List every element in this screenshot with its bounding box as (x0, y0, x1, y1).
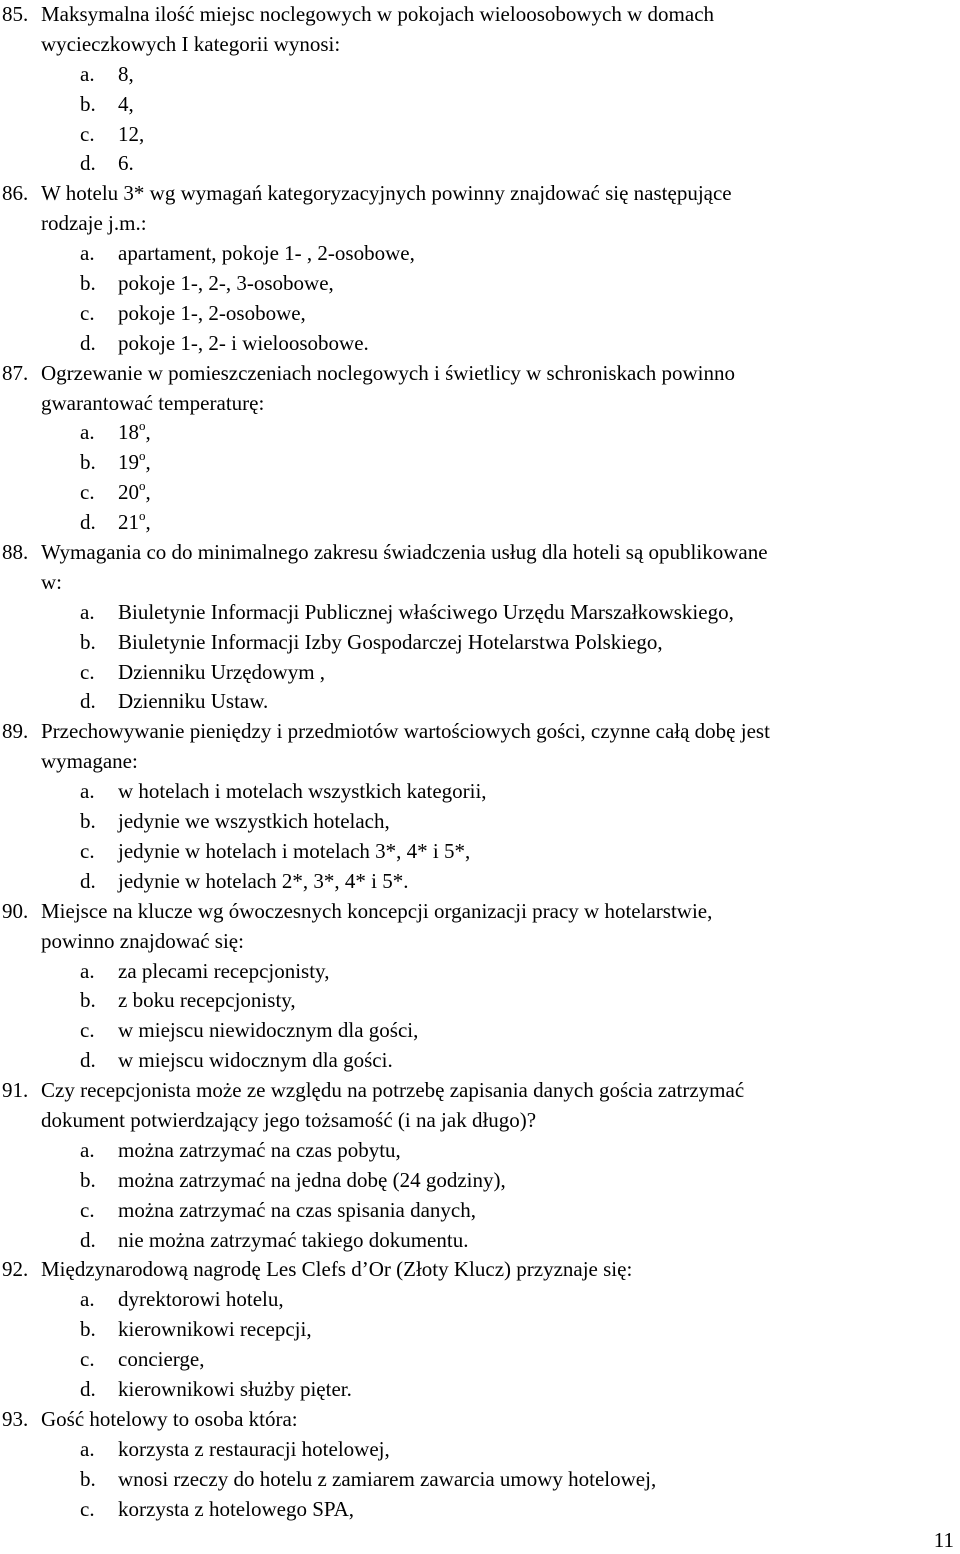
answer-letter: d. (80, 868, 96, 893)
answer-value: Dzienniku Ustaw. (118, 689, 269, 714)
answer-value: za plecami recepcjonisty, (118, 958, 330, 983)
answer-value: w miejscu niewidocznym dla gości, (118, 1018, 419, 1043)
answer-text (118, 149, 134, 179)
answer-text (118, 687, 268, 717)
question-line (0, 1405, 960, 1435)
question-line (0, 0, 960, 30)
question-number: 90. (2, 898, 29, 923)
answer-text (118, 508, 151, 538)
question-text: rodzaje j.m.: (41, 211, 147, 236)
answer-text (118, 1315, 312, 1345)
question-line (0, 1106, 960, 1136)
answer-text (118, 1196, 476, 1226)
answer-value: 21 (118, 510, 139, 535)
answer-letter: b. (80, 1167, 96, 1192)
question-text: gwarantować temperaturę: (41, 390, 265, 415)
answer-option (0, 239, 960, 269)
answer-text (118, 1166, 506, 1196)
answer-option (0, 299, 960, 329)
answer-text (118, 986, 296, 1016)
answer-value: jedynie w hotelach 2*, 3*, 4* i 5*. (118, 868, 409, 893)
answer-suffix: , (145, 420, 151, 445)
answer-text (118, 1375, 352, 1405)
answer-letter: c. (80, 1496, 95, 1521)
question-text: Ogrzewanie w pomieszczeniach noclegowych i świetlicy w schroniskach powinno (41, 360, 735, 385)
answer-value: z boku recepcjonisty, (118, 988, 296, 1013)
answer-value: Dzienniku Urzędowym , (118, 659, 326, 684)
question-number: 86. (2, 181, 29, 206)
answer-option (0, 508, 960, 538)
answer-letter: d. (80, 1227, 96, 1252)
answer-option (0, 90, 960, 120)
answer-option (0, 1375, 960, 1405)
answer-text (118, 269, 334, 299)
answer-text (118, 1226, 468, 1256)
answer-letter: b. (80, 271, 96, 296)
question-line (0, 1076, 960, 1106)
answer-letter: d. (80, 689, 96, 714)
answer-letter: a. (80, 1137, 95, 1162)
answer-letter: b. (80, 450, 96, 475)
answer-option (0, 598, 960, 628)
answer-letter: d. (80, 510, 96, 535)
question-line (0, 179, 960, 209)
answer-letter: b. (80, 629, 96, 654)
answer-text (118, 418, 151, 448)
question-text: Miejsce na klucze wg ówoczesnych koncepcji organizacji pracy w hotelarstwie, (41, 898, 713, 923)
answer-option (0, 478, 960, 508)
answer-option (0, 1285, 960, 1315)
question-text: Przechowywanie pieniędzy i przedmiotów wartościowych gości, czynne całą dobę jest (41, 719, 770, 744)
answer-text (118, 777, 487, 807)
question-92 (0, 1255, 960, 1404)
answer-option (0, 957, 960, 987)
answer-value: nie można zatrzymać takiego dokumentu. (118, 1227, 469, 1252)
degree-mark: o (139, 418, 146, 434)
answer-letter: c. (80, 1197, 95, 1222)
answer-option (0, 418, 960, 448)
answer-letter: c. (80, 121, 95, 146)
question-88 (0, 538, 960, 717)
answer-text (118, 598, 734, 628)
question-text: wymagane: (41, 749, 138, 774)
question-85 (0, 0, 960, 179)
answer-option (0, 149, 960, 179)
question-number: 89. (2, 719, 29, 744)
answer-letter: d. (80, 1376, 96, 1401)
answer-option (0, 120, 960, 150)
answer-text (118, 1136, 401, 1166)
answer-text (118, 1345, 204, 1375)
answer-option (0, 448, 960, 478)
degree-mark: o (139, 448, 146, 464)
answer-option (0, 867, 960, 897)
question-text: Gość hotelowy to osoba która: (41, 1406, 298, 1431)
answer-value: pokoje 1-, 2-, 3-osobowe, (118, 271, 334, 296)
question-line (0, 30, 960, 60)
answer-option (0, 1226, 960, 1256)
answer-text (118, 807, 390, 837)
answer-option (0, 60, 960, 90)
answer-letter: c. (80, 659, 95, 684)
answer-letter: a. (80, 779, 95, 804)
answer-text (118, 239, 415, 269)
answer-value: Biuletynie Informacji Publicznej właściwego Urzędu Marszałkowskiego, (118, 599, 734, 624)
answer-option (0, 837, 960, 867)
answer-value: 18 (118, 420, 139, 445)
answer-option (0, 1435, 960, 1465)
question-93 (0, 1405, 960, 1525)
answer-option (0, 1465, 960, 1495)
answer-letter: b. (80, 91, 96, 116)
answer-letter: b. (80, 1317, 96, 1342)
degree-mark: o (139, 478, 146, 494)
answer-text (118, 448, 151, 478)
answer-letter: a. (80, 599, 95, 624)
question-number: 92. (2, 1257, 29, 1282)
answer-text (118, 628, 663, 658)
answer-text (118, 1465, 656, 1495)
question-line (0, 568, 960, 598)
answer-text (118, 1435, 390, 1465)
question-text: W hotelu 3* wg wymagań kategoryzacyjnych powinny znajdować się następujące (41, 181, 732, 206)
question-86 (0, 179, 960, 358)
question-text: Międzynarodową nagrodę Les Clefs d’Or (Złoty Klucz) przyznaje się: (41, 1257, 633, 1282)
question-line (0, 897, 960, 927)
question-line (0, 389, 960, 419)
answer-letter: a. (80, 420, 95, 445)
question-90 (0, 897, 960, 1076)
answer-text (118, 1016, 418, 1046)
answer-text (118, 60, 134, 90)
answer-letter: a. (80, 958, 95, 983)
answer-option (0, 687, 960, 717)
answer-value: jedynie we wszystkich hotelach, (118, 809, 390, 834)
answer-text (118, 90, 134, 120)
answer-letter: b. (80, 988, 96, 1013)
answer-option (0, 628, 960, 658)
answer-letter: b. (80, 1466, 96, 1491)
answer-value: kierownikowi służby pięter. (118, 1376, 352, 1401)
question-line (0, 1255, 960, 1285)
answer-value: 8, (118, 61, 134, 86)
answer-value: 4, (118, 91, 134, 116)
answer-text (118, 299, 306, 329)
answer-letter: c. (80, 480, 95, 505)
answer-value: w hotelach i motelach wszystkich kategorii, (118, 779, 487, 804)
answer-option (0, 1166, 960, 1196)
question-line (0, 717, 960, 747)
answer-text (118, 478, 151, 508)
answer-text (118, 1495, 354, 1525)
answer-value: dyrektorowi hotelu, (118, 1287, 284, 1312)
answer-option (0, 777, 960, 807)
question-text: w: (41, 569, 62, 594)
answer-option (0, 1315, 960, 1345)
answer-value: 6. (118, 151, 134, 176)
answer-letter: a. (80, 1436, 95, 1461)
question-number: 93. (2, 1406, 29, 1431)
answer-text (118, 1285, 284, 1315)
degree-mark: o (139, 508, 146, 524)
question-number: 88. (2, 540, 29, 565)
answer-value: korzysta z restauracji hotelowej, (118, 1436, 390, 1461)
question-text: dokument potwierdzający jego tożsamość (i na jak długo)? (41, 1107, 537, 1132)
question-line (0, 538, 960, 568)
answer-option (0, 1046, 960, 1076)
answer-option (0, 329, 960, 359)
answer-value: Biuletynie Informacji Izby Gospodarczej Hotelarstwa Polskiego, (118, 629, 663, 654)
answer-suffix: , (145, 510, 151, 535)
question-text: Maksymalna ilość miejsc noclegowych w pokojach wieloosobowych w domach (41, 2, 715, 26)
answer-value: apartament, pokoje 1- , 2-osobowe, (118, 241, 415, 266)
answer-value: wnosi rzeczy do hotelu z zamiarem zawarcia umowy hotelowej, (118, 1466, 657, 1491)
answer-option (0, 1016, 960, 1046)
question-line (0, 209, 960, 239)
answer-option (0, 986, 960, 1016)
answer-letter: a. (80, 61, 95, 86)
answer-option (0, 807, 960, 837)
answer-option (0, 1345, 960, 1375)
question-87 (0, 359, 960, 538)
answer-option (0, 1196, 960, 1226)
question-number: 85. (2, 2, 29, 26)
answer-value: w miejscu widocznym dla gości. (118, 1048, 393, 1073)
question-line (0, 747, 960, 777)
answer-value: można zatrzymać na jedna dobę (24 godziny), (118, 1167, 506, 1192)
page-number: 11 (933, 1528, 954, 1552)
question-line (0, 927, 960, 957)
answer-letter: d. (80, 330, 96, 355)
answer-text (118, 837, 470, 867)
question-text: powinno znajdować się: (41, 928, 244, 953)
answer-letter: c. (80, 1347, 95, 1372)
question-91 (0, 1076, 960, 1255)
answer-value: concierge, (118, 1347, 205, 1372)
answer-value: pokoje 1-, 2-osobowe, (118, 300, 306, 325)
question-text: wycieczkowych I kategorii wynosi: (41, 31, 341, 56)
answer-value: korzysta z hotelowego SPA, (118, 1496, 355, 1521)
answer-suffix: , (145, 450, 151, 475)
answer-option (0, 658, 960, 688)
question-number: 87. (2, 360, 29, 385)
question-number: 91. (2, 1078, 29, 1103)
answer-suffix: , (145, 480, 151, 505)
answer-value: można zatrzymać na czas pobytu, (118, 1137, 401, 1162)
answer-text (118, 120, 144, 150)
answer-letter: c. (80, 838, 95, 863)
answer-value: pokoje 1-, 2- i wieloosobowe. (118, 330, 369, 355)
answer-text (118, 867, 408, 897)
answer-value: jedynie w hotelach i motelach 3*, 4* i 5*, (118, 838, 471, 863)
answer-letter: d. (80, 151, 96, 176)
question-text: Wymagania co do minimalnego zakresu świadczenia usług dla hoteli są opublikowane (41, 540, 768, 565)
answer-text (118, 658, 325, 688)
question-text: Czy recepcjonista może ze względu na potrzebę zapisania danych gościa zatrzymać (41, 1078, 745, 1103)
answer-letter: a. (80, 241, 95, 266)
answer-option (0, 1495, 960, 1525)
answer-value: 19 (118, 450, 139, 475)
question-89 (0, 717, 960, 896)
answer-letter: a. (80, 1287, 95, 1312)
answer-letter: b. (80, 809, 96, 834)
question-line (0, 359, 960, 389)
answer-option (0, 1136, 960, 1166)
answer-value: można zatrzymać na czas spisania danych, (118, 1197, 476, 1222)
answer-option (0, 269, 960, 299)
answer-value: 12, (118, 121, 145, 146)
answer-text (118, 957, 329, 987)
answer-text (118, 1046, 393, 1076)
answer-value: kierownikowi recepcji, (118, 1317, 312, 1342)
answer-letter: c. (80, 300, 95, 325)
answer-letter: c. (80, 1018, 95, 1043)
answer-value: 20 (118, 480, 139, 505)
answer-text (118, 329, 369, 359)
answer-letter: d. (80, 1048, 96, 1073)
